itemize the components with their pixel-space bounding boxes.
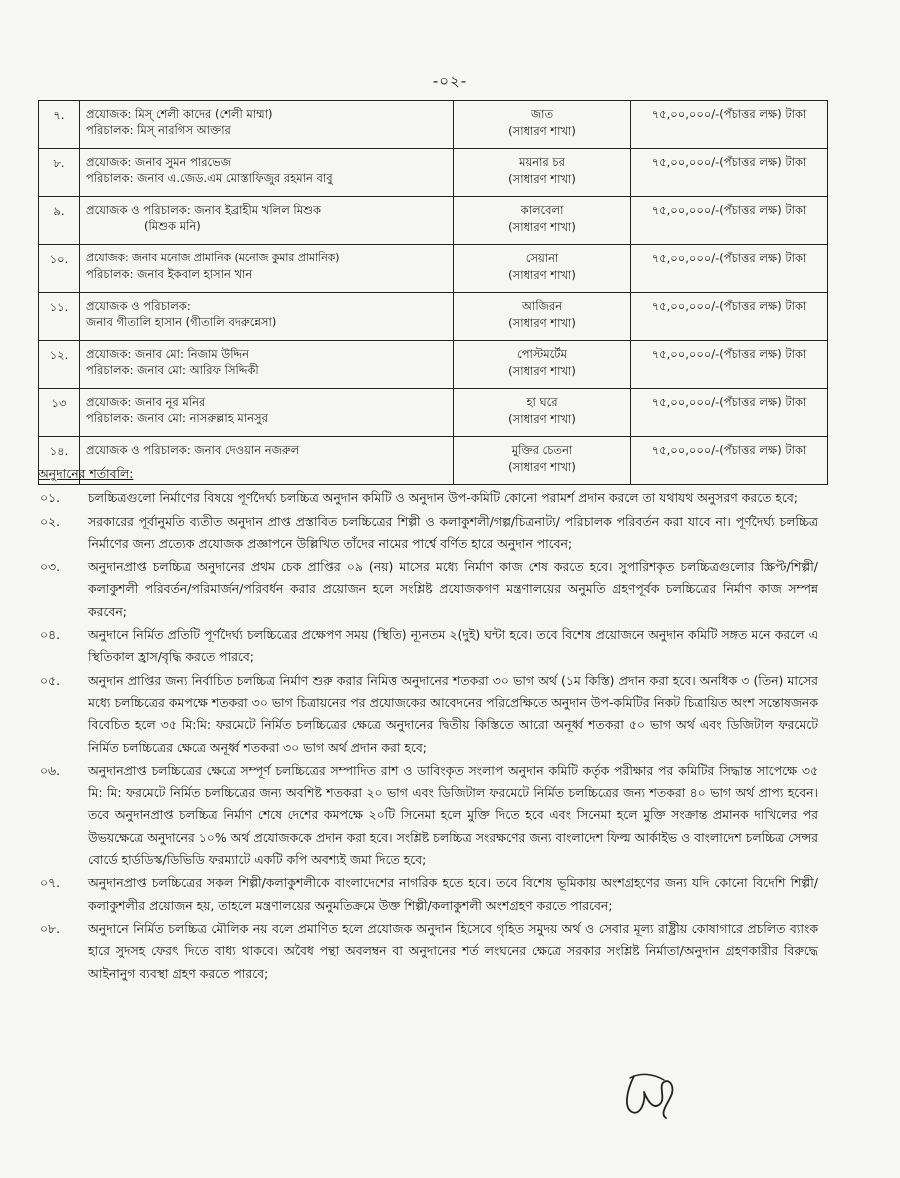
condition-number: ০২. bbox=[40, 513, 61, 529]
producer-director-cell bbox=[80, 293, 454, 341]
director-line: পরিচালক: মিস্ নারগিস আক্তার bbox=[86, 123, 231, 137]
table-row bbox=[39, 149, 828, 197]
condition-item bbox=[38, 670, 818, 759]
film-cell bbox=[454, 341, 631, 389]
producer-line: প্রযোজক: জনাব সুমন পারভেজ bbox=[86, 155, 232, 169]
director-line: পরিচালক: জনাব মো: আরিফ সিদ্দিকী bbox=[86, 363, 259, 377]
condition-number: ০৫. bbox=[40, 672, 61, 688]
serial-cell: ১৪. bbox=[39, 437, 80, 485]
producer-line: প্রযোজক: মিস্ শেলী কাদের (শেলী মাম্মা) bbox=[86, 107, 273, 121]
condition-text: অনুদান প্রাপ্তির জন্য নির্বাচিত চলচ্চিত্র নির্মাণ শুরু করার নিমিত্ত অনুদানের শতকরা ৩০ ভাগ অর্থ (১ম কিস্তি) প্রদান করা হবে। অনধিক ৩ (তিন) মাসের মধ্যে চলচ্চিত্রের কমপক্ষে শতকরা ৩০ ভাগ চিত্রায়নের পর প্রযোজকের আবেদনের পরিপ্রেক্ষিতে অনুদান উপ-কমিটির নিকট চিত্রায়িত অংশ সন্তোষজনক বিবেচিত হলে ৩৫ মি:মি: ফরমেটে নির্মিত চলচ্চিত্রের ক্ষেত্রে অনুদানের দ্বিতীয় কিস্তিতে আরো অনূর্ধ্ব শতকরা ৫০ ভাগ অর্থ এবং ডিজিটাল ফরমেটে নির্মিত চলচ্চিত্রের ক্ষেত্রে অনূর্ধ্ব শতকরা ৩০ ভাগ অর্থ প্রদান করা হবে; bbox=[88, 672, 818, 755]
film-title: পোস্টমর্টেম bbox=[517, 347, 567, 361]
film-cell bbox=[454, 149, 631, 197]
condition-text: সরকারের পূর্বানুমতি ব্যতীত অনুদান প্রাপ্ত প্রস্তাবিত চলচ্চিত্রের শিল্পী ও কলাকুশলী/গল্প/চিত্রনাট্য/ পরিচালক পরিবর্তন করা যাবে না। পূর্ণদৈর্ঘ্য চলচ্চিত্র নির্মাণের জন্য প্রত্যেক প্রযোজক প্রজ্ঞাপনে উল্লিখিত তাঁদের নামের পার্শ্বে বর্ণিত হারে অনুদান পাবেন; bbox=[88, 513, 818, 551]
producer-line: প্রযোজক ও পরিচালক: bbox=[86, 299, 191, 313]
director-line: পরিচালক: জনাব মো: নাসরুল্লাহ মানসুর bbox=[86, 411, 268, 425]
signature-icon bbox=[620, 1062, 690, 1124]
film-branch: (সাধারণ শাখা) bbox=[508, 268, 576, 282]
producer-line: প্রযোজক: জনাব মো: নিজাম উদ্দিন bbox=[86, 347, 249, 361]
table-row bbox=[39, 293, 828, 341]
amount-cell: ৭৫,০০,০০০/-(পঁচাত্তর লক্ষ) টাকা bbox=[631, 341, 828, 389]
amount-cell: ৭৫,০০,০০০/-(পঁচাত্তর লক্ষ) টাকা bbox=[631, 149, 828, 197]
film-cell bbox=[454, 293, 631, 341]
page-number: -০২- bbox=[432, 72, 468, 90]
condition-text: চলচ্চিত্রগুলো নির্মাণের বিষয়ে পূর্ণদৈর্ঘ্য চলচ্চিত্র অনুদান কমিটি ও অনুদান উপ-কমিটি কোনো পরামর্শ প্রদান করলে তা যথাযথ অনুসরণ করতে হবে; bbox=[88, 490, 798, 506]
director-line: পরিচালক: জনাব ইকবাল হাসান খান bbox=[86, 267, 253, 281]
producer-line: প্রযোজক: জনাব মনোজ প্রামানিক (মনোজ কুমার প্রামানিক) bbox=[86, 251, 340, 264]
film-title: হা ঘরে bbox=[526, 395, 558, 409]
condition-item bbox=[38, 556, 818, 623]
film-cell bbox=[454, 197, 631, 245]
film-title: আজিরন bbox=[521, 299, 563, 313]
condition-number: ০৭. bbox=[40, 875, 61, 891]
film-branch: (সাধারণ শাখা) bbox=[508, 220, 576, 234]
serial-cell: ১৩ bbox=[39, 389, 80, 437]
condition-item bbox=[38, 918, 818, 985]
serial-cell: ৭. bbox=[39, 101, 80, 149]
amount-cell: ৭৫,০০,০০০/-(পঁচাত্তর লক্ষ) টাকা bbox=[631, 437, 828, 485]
film-branch: (সাধারণ শাখা) bbox=[508, 460, 576, 474]
serial-cell: ৯. bbox=[39, 197, 80, 245]
serial-cell: ১২. bbox=[39, 341, 80, 389]
film-branch: (সাধারণ শাখা) bbox=[508, 124, 576, 138]
serial-cell: ৮. bbox=[39, 149, 80, 197]
condition-item bbox=[38, 872, 818, 917]
condition-number: ০৪. bbox=[40, 627, 61, 643]
film-branch: (সাধারণ শাখা) bbox=[508, 316, 576, 330]
serial-cell: ১০. bbox=[39, 245, 80, 293]
producer-director-cell bbox=[80, 245, 454, 293]
table-row bbox=[39, 245, 828, 293]
condition-number: ০৮. bbox=[40, 920, 61, 936]
amount-cell: ৭৫,০০,০০০/-(পঁচাত্তর লক্ষ) টাকা bbox=[631, 293, 828, 341]
producer-line: প্রযোজক ও পরিচালক: জনাব ইব্রাহীম খলিল মিশুক bbox=[86, 203, 322, 217]
film-title: কালবেলা bbox=[520, 203, 564, 217]
producer-director-cell bbox=[80, 389, 454, 437]
film-title: জাত bbox=[530, 107, 554, 121]
film-title: মুক্তির চেতনা bbox=[511, 443, 573, 457]
producer-director-cell bbox=[80, 341, 454, 389]
condition-number: ০৬. bbox=[40, 762, 61, 778]
amount-cell: ৭৫,০০,০০০/-(পঁচাত্তর লক্ষ) টাকা bbox=[631, 101, 828, 149]
grant-table bbox=[38, 100, 828, 485]
director-line: জনাব গীতালি হাসান (গীতালি বদরুন্নেসা) bbox=[86, 315, 277, 329]
amount-cell: ৭৫,০০,০০০/-(পঁচাত্তর লক্ষ) টাকা bbox=[631, 197, 828, 245]
amount-cell: ৭৫,০০,০০০/-(পঁচাত্তর লক্ষ) টাকা bbox=[631, 245, 828, 293]
condition-item bbox=[38, 511, 818, 556]
condition-text: অনুদানপ্রাপ্ত চলচ্চিত্র অনুদানের প্রথম চেক প্রাপ্তির ০৯ (নয়) মাসের মধ্যে নির্মাণ কাজ শেষ করতে হবে। সুপারিশকৃত চলচ্চিত্রগুলোর স্ক্রিপ্ট/শিল্পী/কলাকুশলী পরিবর্তন/পরিমার্জন/পরিবর্ধন করার প্রয়োজন হলে সংশ্লিষ্ট প্রযোজকগণ মন্ত্রণালয়ের অনুমতি গ্রহণপূর্বক চলচ্চিত্রের নির্মাণ কাজ সম্পন্ন করবেন; bbox=[88, 559, 818, 619]
table-row bbox=[39, 101, 828, 149]
producer-director-cell bbox=[80, 149, 454, 197]
director-line: পরিচালক: জনাব এ.জেড.এম মোস্তাফিজুর রহমান বাবু bbox=[86, 171, 333, 185]
amount-cell: ৭৫,০০,০০০/-(পঁচাত্তর লক্ষ) টাকা bbox=[631, 389, 828, 437]
table-row bbox=[39, 341, 828, 389]
film-branch: (সাধারণ শাখা) bbox=[508, 172, 576, 186]
director-line: (মিশুক মনি) bbox=[144, 219, 201, 233]
table-row bbox=[39, 197, 828, 245]
condition-text: অনুদানপ্রাপ্ত চলচ্চিত্রের ক্ষেত্রে সম্পূর্ণ চলচ্চিত্রের সম্পাদিত রাশ ও ডাবিংকৃত সংলাপ অনুদান কমিটি কর্তৃক পরীক্ষার পর কমিটির সিদ্ধান্ত সাপেক্ষে ৩৫ মি: মি: ফরমেটে নির্মিত চলচ্চিত্রের জন্য অবশিষ্ট শতকরা ২০ ভাগ এবং ডিজিটাল ফরমেটে নির্মিত চলচ্চিত্রের জন্য শতকরা ৪০ ভাগ অর্থ প্রাপ্য হবেন। তবে অনুদানপ্রাপ্ত চলচ্চিত্র নির্মাণ শেষে দেশের কমপক্ষে ২০টি সিনেমা হলে মুক্তি দিতে হবে এবং সিনেমা হলে মুক্তি সংক্রান্ত প্রমানক দাখিলের পর উভয়ক্ষেত্রে অনুদানের ১০% অর্থ প্রযোজককে প্রদান করা হবে। সংশ্লিষ্ট চলচ্চিত্র সংরক্ষণের জন্য বাংলাদেশ ফিল্ম আর্কাইভ ও বাংলাদেশ চলচ্চিত্র সেন্সর বোর্ডে হার্ডডিস্ক/ডিভিডি ফরম্যাটে একটি কপি অবশ্যই জমা দিতে হবে; bbox=[88, 762, 818, 868]
grant-conditions bbox=[38, 463, 818, 986]
producer-director-cell bbox=[80, 197, 454, 245]
film-branch: (সাধারণ শাখা) bbox=[508, 364, 576, 378]
film-cell bbox=[454, 245, 631, 293]
film-title: সেয়ানা bbox=[525, 251, 559, 265]
condition-number: ০৩. bbox=[40, 559, 61, 575]
producer-director-cell bbox=[80, 101, 454, 149]
condition-item bbox=[38, 487, 818, 509]
condition-text: অনুদানে নির্মিত চলচ্চিত্র মৌলিক নয় বলে প্রমাণিত হলে প্রযোজক অনুদান হিসেবে গৃহিত সমুদয় অর্থ ও সেবার মূল্য রাষ্ট্রীয় কোষাগারে প্রচলিত ব্যাংক হারে সুদসহ ফেরৎ দিতে বাধ্য থাকবে। অবৈধ পন্থা অবলম্বন বা অনুদানের শর্ত লংঘনের ক্ষেত্রে সরকার সংশ্লিষ্ট নির্মাতা/অনুদান গ্রহণকারীর বিরুদ্ধে আইনানুগ ব্যবস্থা গ্রহণ করতে পারবে; bbox=[88, 920, 818, 981]
film-title: ময়নার চর bbox=[519, 155, 565, 169]
producer-line: প্রযোজক ও পরিচালক: জনাব দেওয়ান নজরুল bbox=[86, 443, 300, 457]
condition-text: অনুদানে নির্মিত প্রতিটি পূর্ণদৈর্ঘ্য চলচ্চিত্রের প্রক্ষেপণ সময় (স্থিতি) ন্যূনতম ২(দুই) ঘন্টা হবে। তবে বিশেষ প্রয়োজনে অনুদান কমিটি সঙ্গত মনে করলে এ স্থিতিকাল হ্রাস/বৃদ্ধি করতে পারবে; bbox=[88, 627, 818, 665]
producer-line: প্রযোজক: জনাব নূর মনির bbox=[86, 395, 206, 409]
film-cell bbox=[454, 389, 631, 437]
table-row bbox=[39, 389, 828, 437]
condition-text: অনুদানপ্রাপ্ত চলচ্চিত্রের সকল শিল্পী/কলাকুশলীকে বাংলাদেশের নাগরিক হতে হবে। তবে বিশেষ ভূমিকায় অংশগ্রহণের জন্য যদি কোনো বিদেশি শিল্পী/কলাকুশলীর প্রয়োজন হয়, তাহলে মন্ত্রণালয়ের অনুমতিক্রমে উক্ত শিল্পী/কলাকুশলী অংশগ্রহণ করতে পারবেন; bbox=[88, 875, 818, 913]
film-branch: (সাধারণ শাখা) bbox=[508, 412, 576, 426]
serial-cell: ১১. bbox=[39, 293, 80, 341]
condition-item bbox=[38, 760, 818, 871]
condition-item bbox=[38, 624, 818, 669]
conditions-heading: অনুদানের শর্তাবলি: bbox=[38, 466, 134, 481]
condition-number: ০১. bbox=[40, 490, 61, 506]
film-cell bbox=[454, 101, 631, 149]
